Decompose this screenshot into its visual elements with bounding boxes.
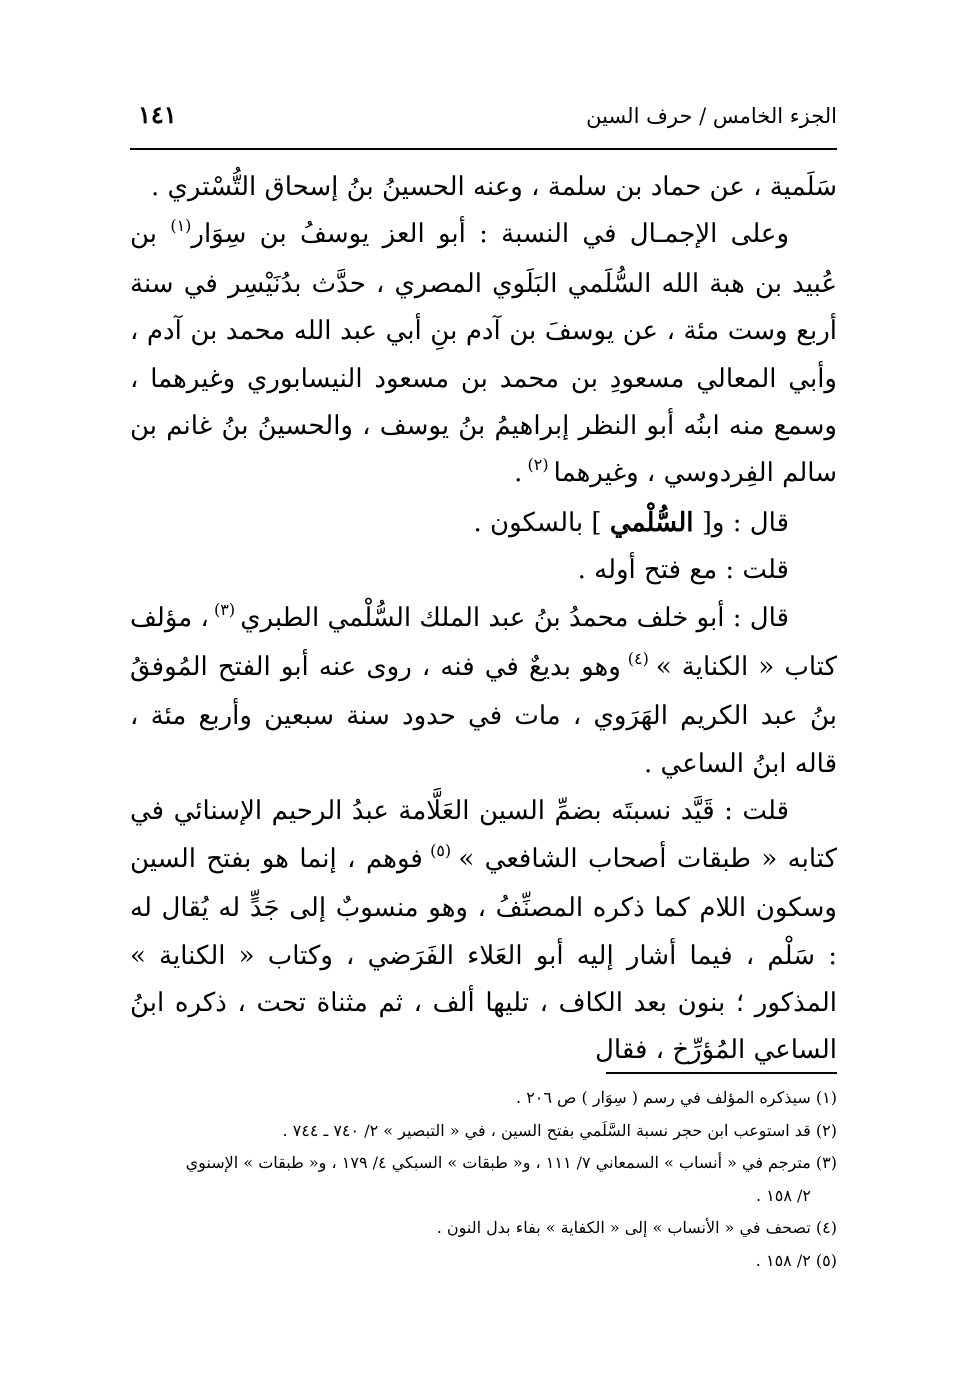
- paragraph-1: سَلَمية ، عن حماد بن سلمة ، وعنه الحسينُ بنُ إسحاق التُّسْتري .: [151, 172, 837, 202]
- footnote-ref-4: (٤): [620, 649, 656, 669]
- footnote-separator: [606, 1072, 837, 1074]
- footnote-2: (٢) قد استوعب ابن حجر نسبة السَّلَمي بفتح السين ، في « التبصير » ٢/ ٧٤٠ ـ ٧٤٤ .: [282, 1120, 837, 1140]
- paragraph-3: قال : و[ السُّلْمي ] بالسكون .: [473, 507, 789, 538]
- page-number: ١٤١: [138, 100, 177, 129]
- paragraph-4: قلت : مع فتح أوله .: [577, 555, 789, 586]
- footnotes: [130, 1082, 837, 1277]
- footnote-5: (٥) ٢/ ١٥٨ .: [755, 1250, 837, 1270]
- header-rule: [130, 148, 837, 150]
- headword-sulmi: السُّلْمي: [609, 507, 694, 538]
- paragraph-2: وعلى الإجمـال في النسبة : أبو العز يوسفُ بن سِوَار$^{(١)}$ بن عُبيد بن هبة الله السُّلَمي البَلَوي المصري ، حدَّث بدُنَيْسِر في سنة أربع وست مئة ، عن يوسفَ بن آدم بنِ أبي عبد الله محمد بن آدم ، وأبي المعالي مسعودِ بن محمد بن مسعود النيسابوري وغيرهما ، وسمع منه ابنُه أبو النظر إبراهيمُ بنُ يوسف ، والحسينُ بنُ غانم بن سالم الفِردوسي ، وغيرهما $^{(٢)}$ .: [130, 216, 837, 489]
- footnote-1: (١) سيذكره المؤلف في رسم ( سِوَار ) ص ٢٠٦ .: [516, 1088, 837, 1107]
- footnote-ref-5: (٥): [422, 840, 459, 860]
- footnote-ref-1: (١): [170, 216, 192, 236]
- footnote-ref-2: (٢): [522, 455, 554, 475]
- footnote-ref-3: (٣): [208, 599, 241, 619]
- footnote-4: (٤) تصحف في « الأنساب » إلى « الكفاية » بفاء بدل النون .: [436, 1218, 837, 1237]
- running-header: [130, 100, 837, 140]
- running-title: الجزء الخامس / حرف السين: [586, 104, 837, 128]
- main-text: [130, 164, 837, 1075]
- paragraph-5: قال : أبو خلف محمدُ بنُ عبد الملك السُّلْمي الطبري $^{(٣)}$ ، مؤلف كتاب « الكناية » $^{(٤)}$ وهو بديعٌ في فنه ، روى عنه أبو الفتح المُوفقُ بنُ عبد الكريم الهَرَوي ، مات في حدود سنة سبعين وأربع مئة ، قاله ابنُ الساعي .: [130, 599, 838, 779]
- paragraph-6: قلت : قَيَّد نسبتَه بضمِّ السين العَلَّامة عبدُ الرحيم الإسنائي في كتابه « طبقات أصحاب الشافعي » $^{(٥)}$ فوهم ، إنما هو بفتح السين وسكون اللام كما ذكره المصنِّفُ ، وهو منسوبٌ إلى جَدٍّ له يُقال له : سَلْم ، فيما أشار إليه أبو العَلاء الفَرَضي ، وكتاب « الكناية » المذكور ؛ بنون بعد الكاف ، تليها ألف ، ثم مثناة تحت ، ذكره ابنُ الساعي المُؤرِّخ ، فقال: [130, 796, 838, 1066]
- footnote-3-continuation: ٢/ ١٥٨ .: [755, 1185, 811, 1205]
- footnote-3: (٣) مترجم في « أنساب » السمعاني ٧/ ١١١ ، و« طبقات » السبكي ٤/ ١٧٩ ، و« طبقات » الإسنوي: [185, 1153, 837, 1172]
